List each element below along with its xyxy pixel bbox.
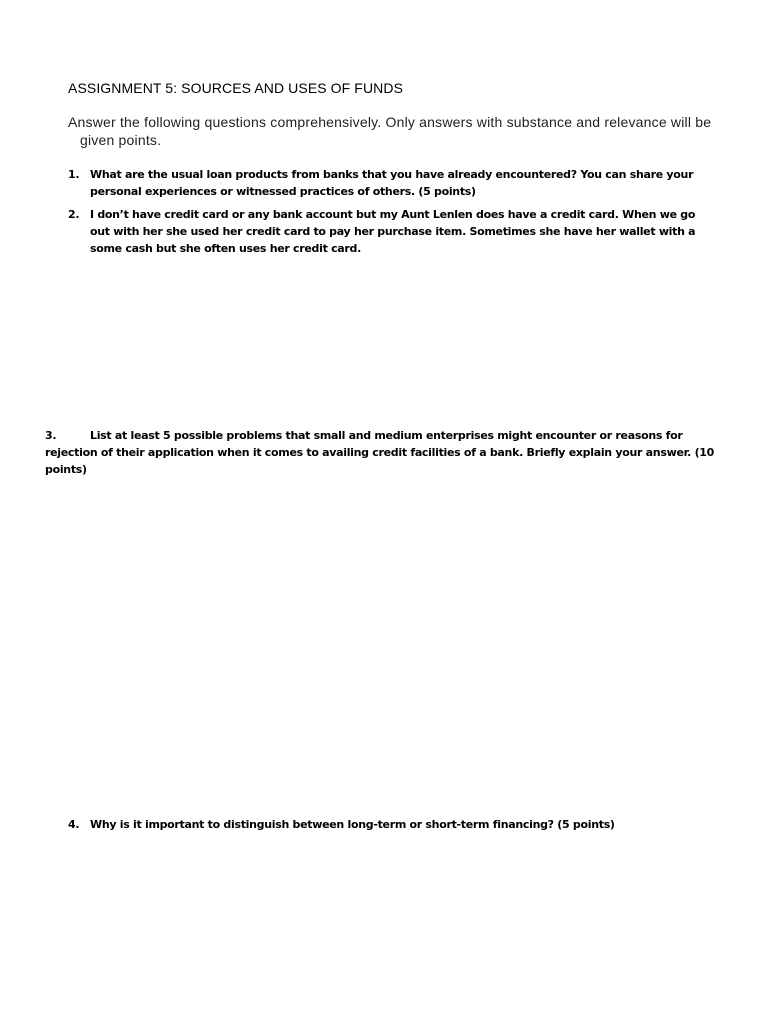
question-1 (68, 166, 718, 200)
question-4-number: 4. (68, 818, 80, 831)
question-3 (45, 427, 725, 478)
question-3-text: List at least 5 possible problems that small and medium enterprises might encounter or reasons for rejection of their application when it comes to availing credit facilities of a bank. Briefly explain your answer. (10 points) (45, 429, 714, 476)
question-3-number: 3. (45, 429, 57, 442)
question-4-text: Why is it important to distinguish between long-term or short-term financing? (5 points) (90, 818, 615, 831)
instructions-paragraph: Answer the following questions comprehensively. Only answers with substance and relevance will be given points. (68, 114, 712, 148)
question-1-number: 1. (68, 168, 80, 181)
question-2-text: I don’t have credit card or any bank account but my Aunt Lenlen does have a credit card. When we go out with her she used her credit card to pay her purchase item. Sometimes she have her wallet with a some cash but she often uses her credit card. (90, 208, 696, 255)
question-4 (68, 816, 718, 833)
assignment-title: ASSIGNMENT 5: SOURCES AND USES OF FUNDS (68, 80, 404, 96)
question-2 (68, 206, 718, 257)
question-1-text: What are the usual loan products from banks that you have already encountered? You can share your personal experiences or witnessed practices of others. (5 points) (90, 168, 694, 198)
question-2-number: 2. (68, 208, 80, 221)
